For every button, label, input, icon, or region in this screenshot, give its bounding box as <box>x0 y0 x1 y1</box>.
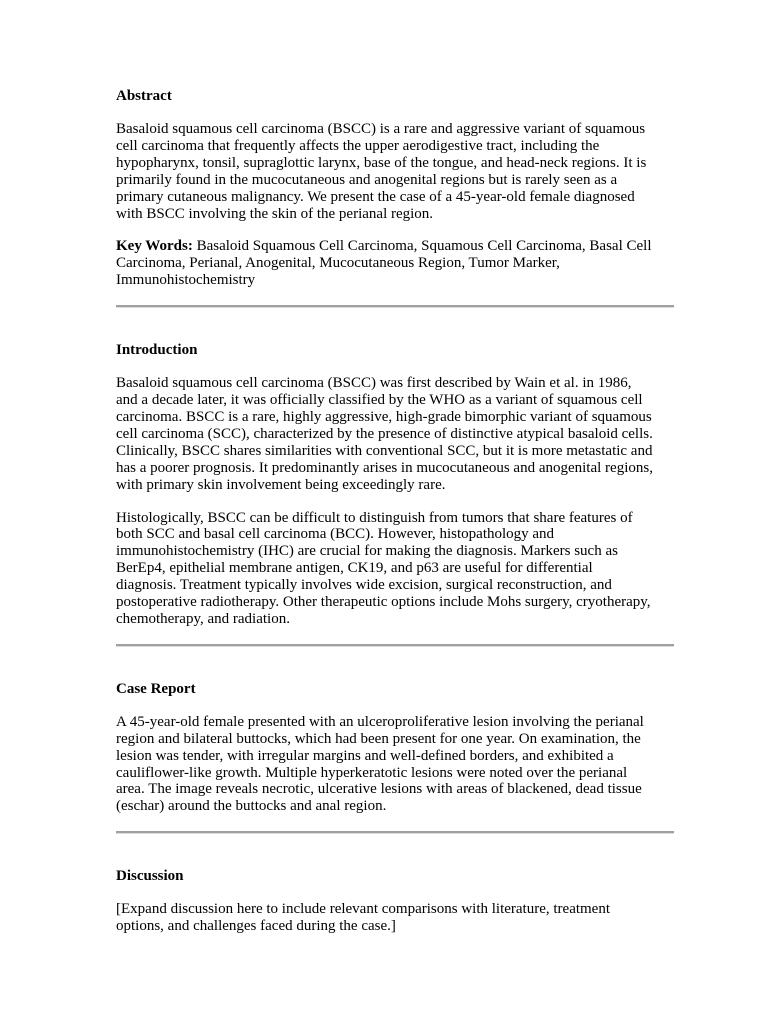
keywords-label: Key Words: <box>116 238 193 255</box>
abstract-section <box>116 86 674 289</box>
abstract-body: Basaloid squamous cell carcinoma (BSCC) is a rare and aggressive variant of squamous cell carcinoma that frequently affects the upper aerodigestive tract, including the hypopharynx, tonsil, supraglottic larynx, base of the tongue, and head-neck regions. It is primarily found in the mucocutaneous and anogenital regions but is rarely seen as a primary cutaneous malignancy. We present the case of a 45-year-old female diagnosed with BSCC involving the skin of the perianal region. <box>116 121 647 222</box>
discussion-heading: Discussion <box>116 868 184 885</box>
abstract-heading: Abstract <box>116 88 172 104</box>
discussion-body: [Expand discussion here to include relevant comparisons with literature, treatment options, and challenges faced during the case.] <box>116 901 611 935</box>
case-report-section <box>116 679 674 815</box>
document-page <box>116 86 674 935</box>
introduction-section <box>116 340 674 628</box>
introduction-heading: Introduction <box>116 342 198 359</box>
case-report-heading: Case Report <box>116 680 196 697</box>
discussion-section <box>116 866 674 935</box>
keywords-paragraph <box>116 238 656 289</box>
keywords-list: Basaloid Squamous Cell Carcinoma, Squamous Cell Carcinoma, Basal Cell Carcinoma, Perianal, Anogenital, Mucocutaneous Region, Tumor Marker, Immunohistochemistry <box>116 238 652 289</box>
case-report-body: A 45-year-old female presented with an ulceroproliferative lesion involving the perianal region and bilateral buttocks, which had been present for one year. On examination, the lesion was tender, with irregular margins and well-defined borders, and exhibited a cauliflower-like growth. Multiple hyperkeratotic lesions were noted over the perianal area. The image reveals necrotic, ulcerative lesions with areas of blackened, dead tissue (eschar) around the buttocks and anal region. <box>116 713 644 815</box>
introduction-paragraph: Histologically, BSCC can be difficult to distinguish from tumors that share features of both SCC and basal cell carcinoma (BCC). However, histopathology and immunohistochemistry (IHC) are crucial for making the diagnosis. Markers such as BerEp4, epithelial membrane antigen, CK19, and p63 are useful for differential diagnosis. Treatment typically involves wide excision, surgical reconstruction, and postoperative radiotherapy. Other therapeutic options include Mohs surgery, cryotherapy, chemotherapy, and radiation. <box>116 509 651 627</box>
introduction-paragraph: Basaloid squamous cell carcinoma (BSCC) was first described by Wain et al. in 1986, and a decade later, it was officially classified by the WHO as a variant of squamous cell carcinoma. BSCC is a rare, highly aggressive, high-grade bimorphic variant of squamous cell carcinoma (SCC), characterized by the presence of distinctive atypical basaloid cells. Clinically, BSCC shares similarities with conventional SCC, but it is more metastatic and has a poorer prognosis. It predominantly arises in mucocutaneous and anogenital regions, with primary skin involvement being exceedingly rare. <box>116 375 653 493</box>
